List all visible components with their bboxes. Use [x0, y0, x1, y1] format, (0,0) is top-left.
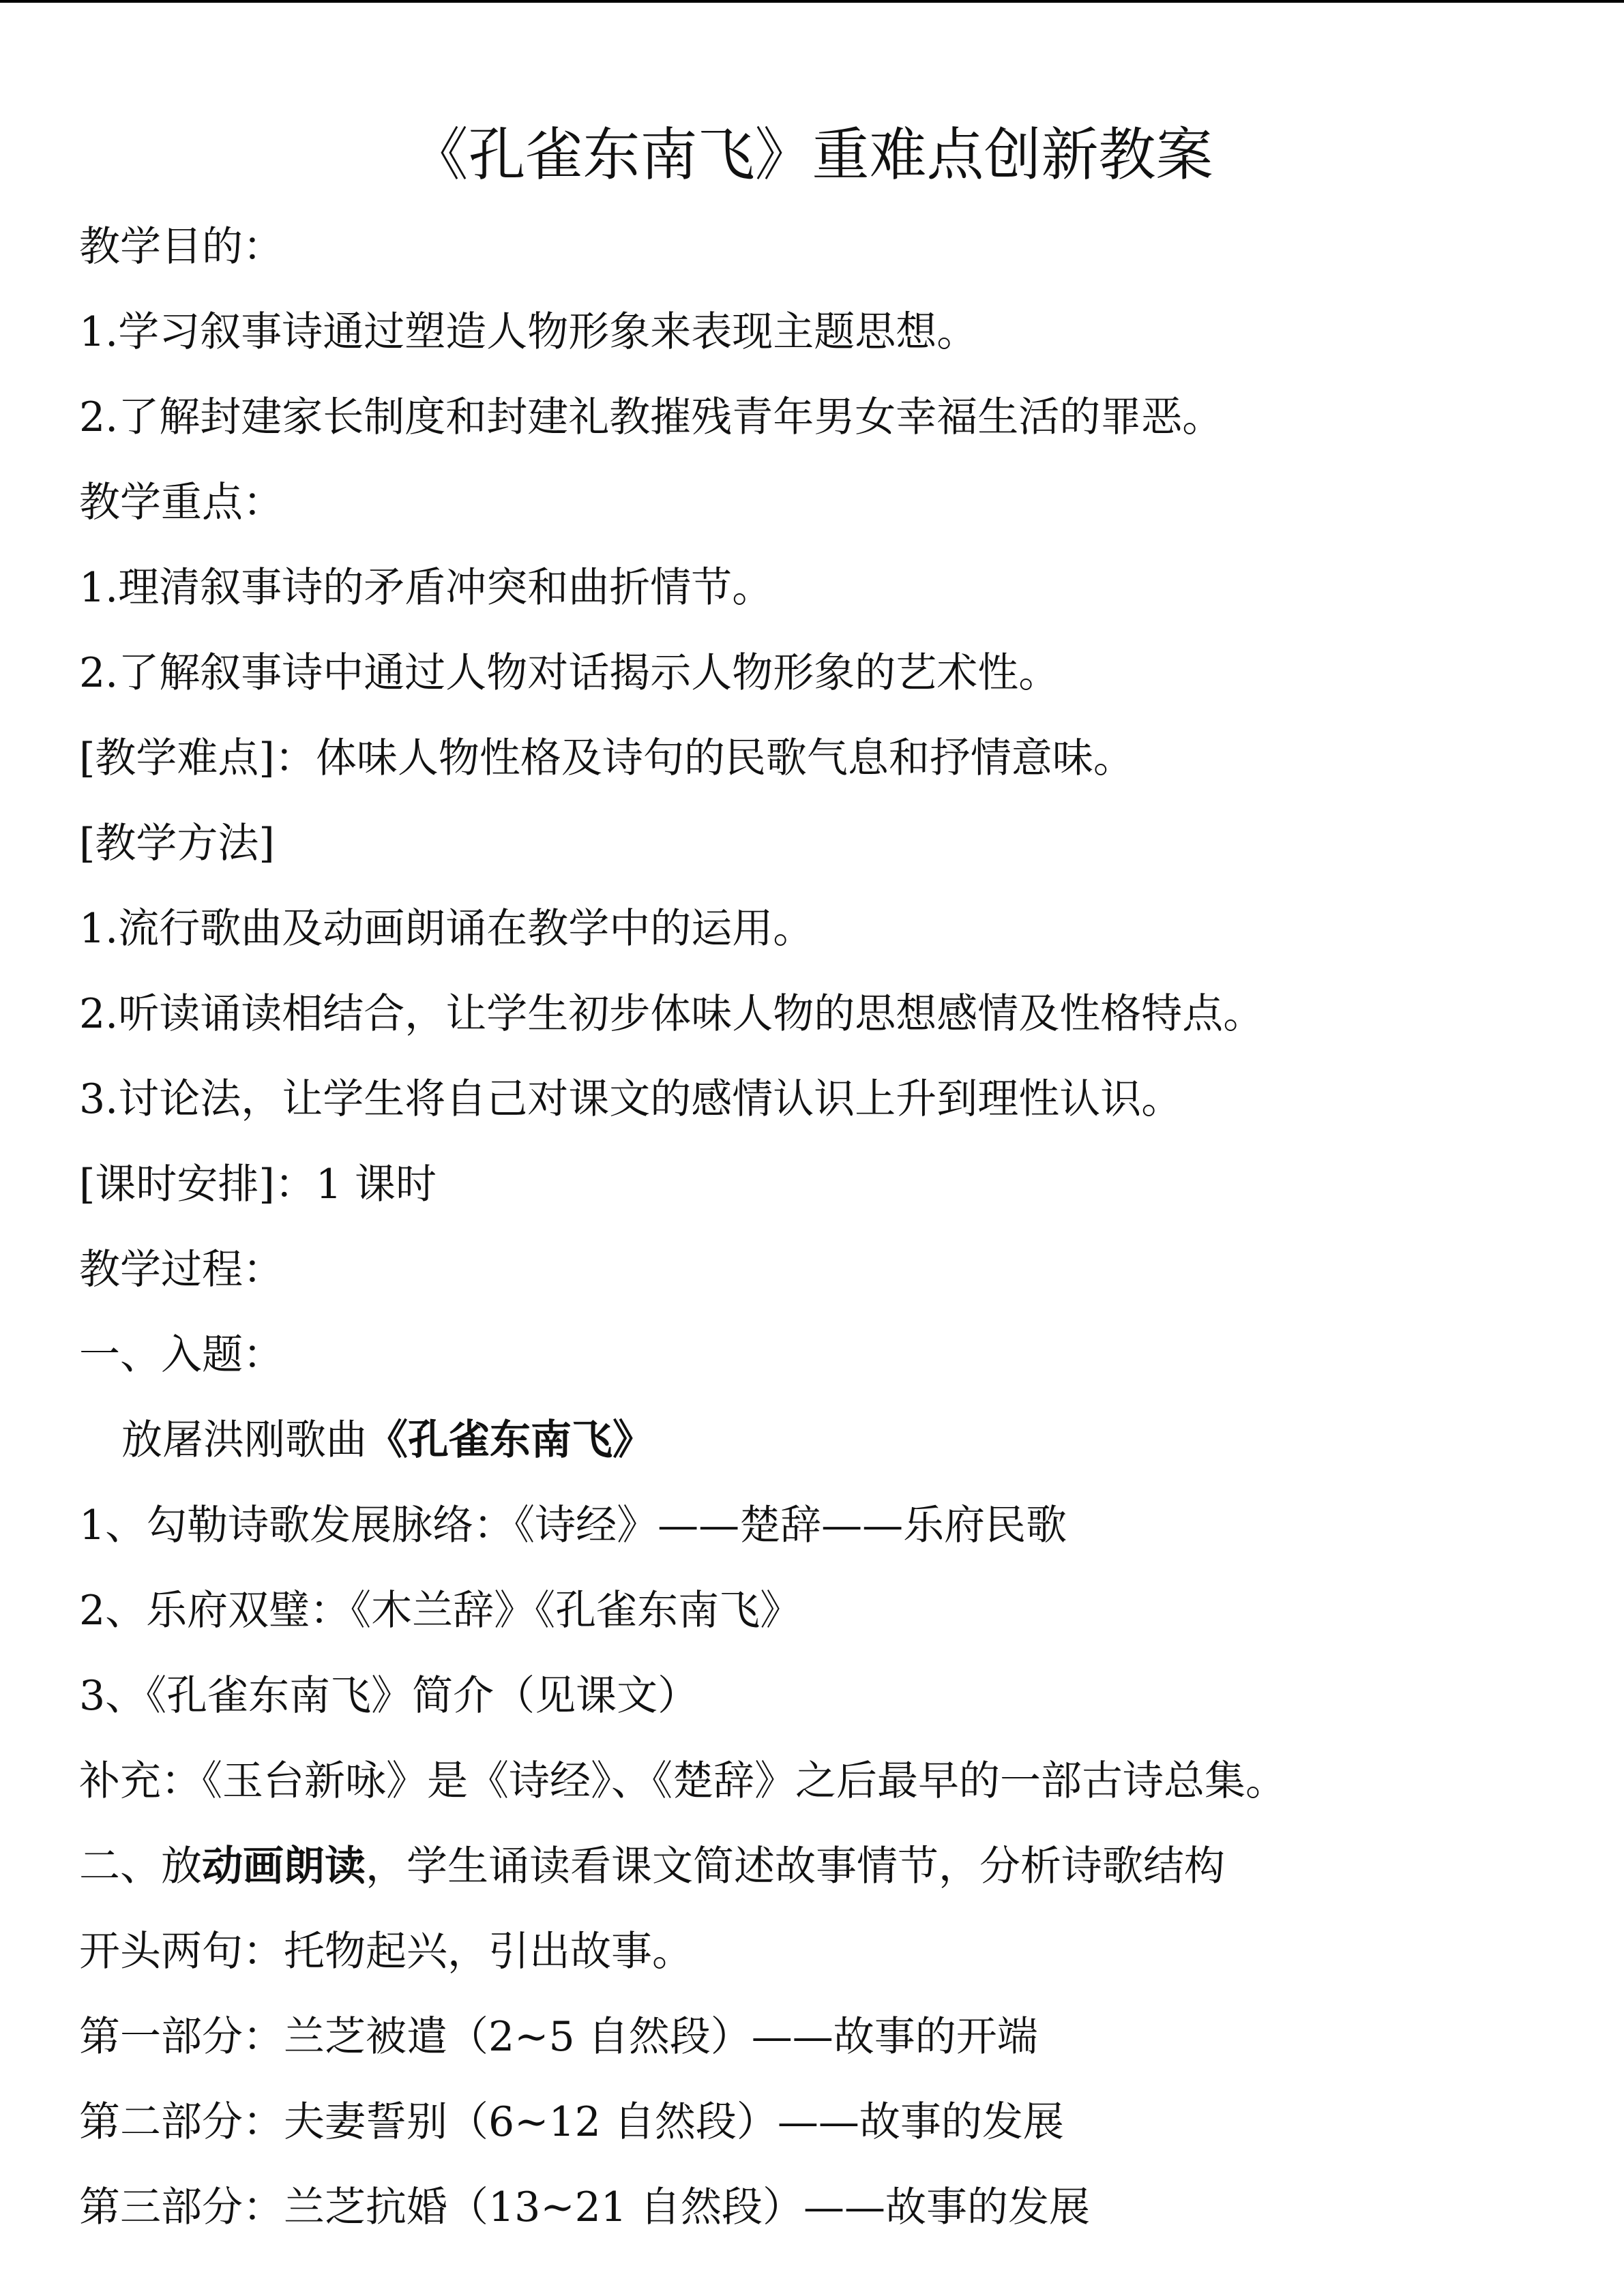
- top-border: [0, 0, 1624, 3]
- song-line: [79, 1398, 1566, 1483]
- section-2-suffix: ，学生诵读看课文简述故事情节，分析诗歌结构: [366, 1843, 1225, 1890]
- structure-part-3: 第三部分：兰芝抗婚（13~21 自然段）——故事的发展: [79, 2183, 1091, 2231]
- teaching-goal-1: 1.学习叙事诗通过塑造人物形象来表现主题思想。: [79, 308, 978, 356]
- teaching-goals-heading: 教学目的：: [79, 223, 284, 271]
- structure-part-1: 第一部分：兰芝被遣（2~5 自然段）——故事的开端: [79, 2013, 1038, 2061]
- supplement-note: 补充：《玉台新咏》是《诗经》、《楚辞》之后最早的一部古诗总集。: [79, 1757, 1286, 1805]
- intro-item-1: 1、勾勒诗歌发展脉络：《诗经》——楚辞——乐府民歌: [79, 1502, 1067, 1549]
- song-title: 《孔雀东南飞》: [367, 1416, 653, 1464]
- teaching-difficulty: [教学难点]：体味人物性格及诗句的民歌气息和抒情意味。: [79, 734, 1134, 782]
- teaching-method-3: 3.讨论法，让学生将自己对课文的感情认识上升到理性认识。: [79, 1075, 1183, 1123]
- teaching-focus-heading: 教学重点：: [79, 479, 284, 526]
- section-2-heading: [79, 1824, 1566, 1909]
- teaching-focus-1: 1.理清叙事诗的矛盾冲突和曲折情节。: [79, 564, 773, 612]
- teaching-methods-heading: [教学方法]: [79, 820, 275, 867]
- teaching-focus-2: 2.了解叙事诗中通过人物对话揭示人物形象的艺术性。: [79, 649, 1060, 697]
- structure-part-2: 第二部分：夫妻誓别（6~12 自然段）——故事的发展: [79, 2098, 1064, 2146]
- teaching-method-1: 1.流行歌曲及动画朗诵在教学中的运用。: [79, 905, 814, 953]
- teaching-method-2: 2.听读诵读相结合，让学生初步体味人物的思想感情及性格特点。: [79, 990, 1265, 1038]
- teaching-process-heading: 教学过程：: [79, 1246, 284, 1294]
- section-1-intro-heading: 一、入题：: [79, 1331, 284, 1379]
- section-2-prefix: 二、放: [79, 1843, 202, 1890]
- intro-item-3: 3、《孔雀东南飞》简介（见课文）: [79, 1672, 699, 1720]
- song-line-prefix: 放屠洪刚歌曲: [121, 1416, 367, 1464]
- document-title: 《孔雀东南飞》重难点创新教案: [411, 121, 1213, 188]
- teaching-goal-2: 2.了解封建家长制度和封建礼教摧残青年男女幸福生活的罪恶。: [79, 393, 1224, 441]
- section-2-bold: 动画朗读: [202, 1843, 366, 1890]
- intro-item-2: 2、乐府双璧：《木兰辞》《孔雀东南飞》: [79, 1587, 801, 1635]
- structure-opening: 开头两句：托物起兴，引出故事。: [79, 1928, 693, 1976]
- class-schedule: [课时安排]：1 课时: [79, 1161, 437, 1208]
- document-body: [79, 205, 1566, 2250]
